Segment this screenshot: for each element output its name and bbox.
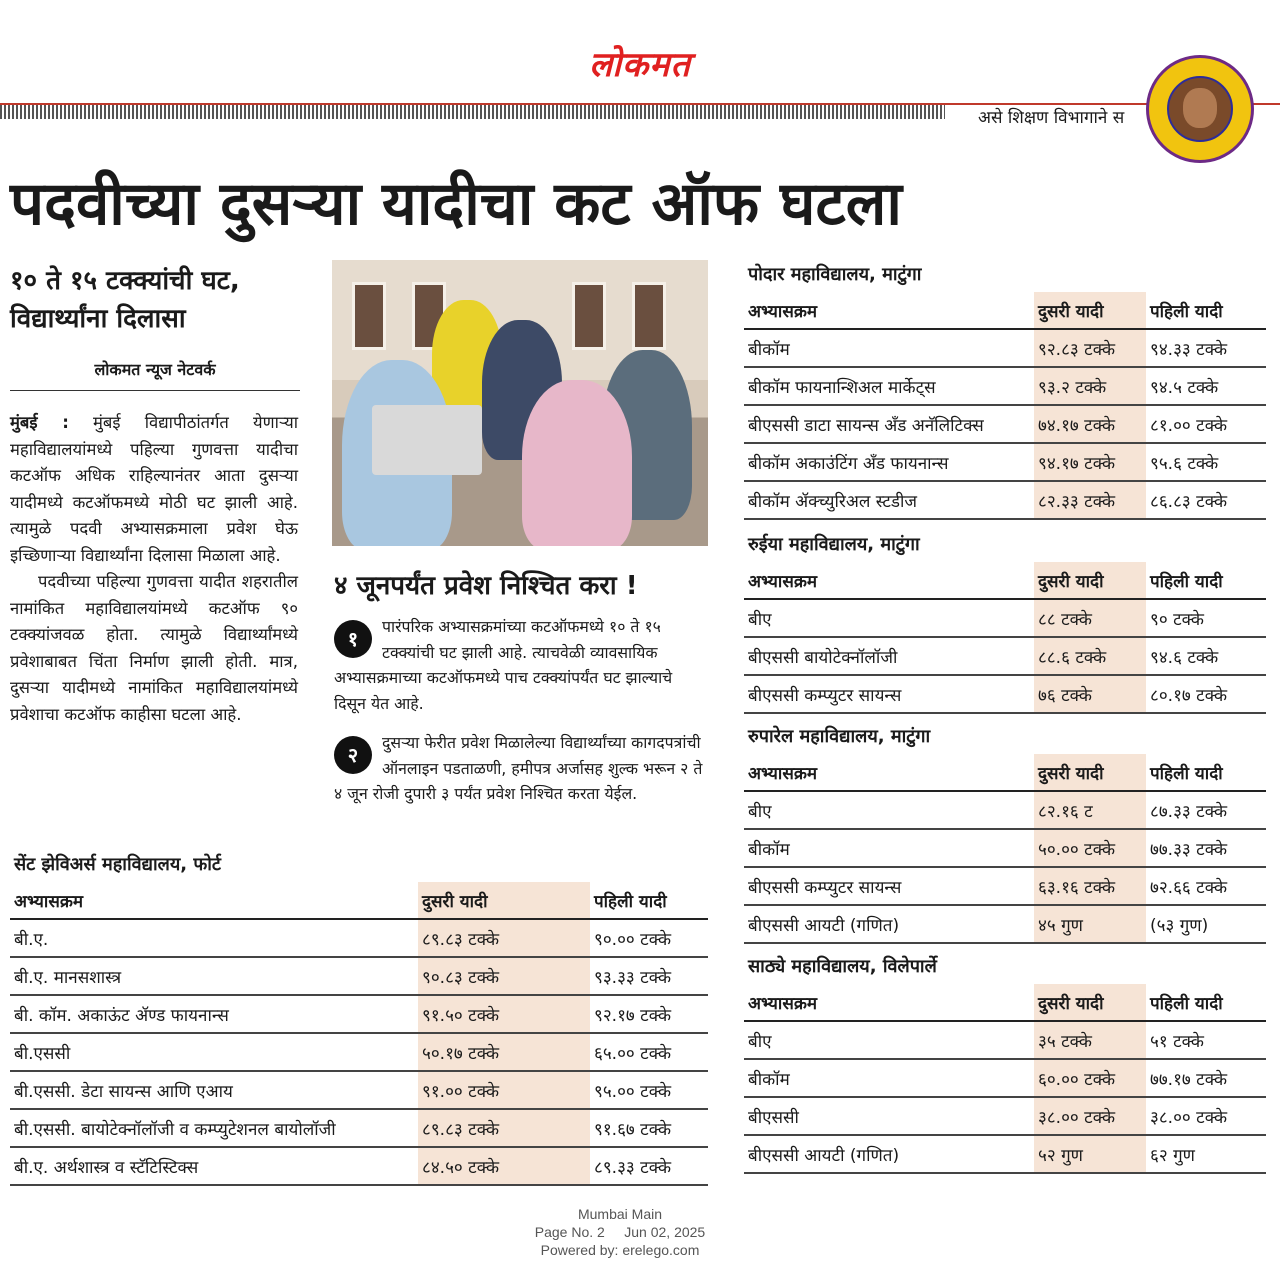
table-row xyxy=(744,675,1266,713)
table-title-xaviers: सेंट झेविअर्स महाविद्यालय, फोर्ट xyxy=(14,854,221,875)
second-list-header: दुसरी यादी xyxy=(1034,292,1146,329)
second-list-cell: ८८ टक्के xyxy=(1034,599,1146,637)
course-header: अभ्यासक्रम xyxy=(10,882,418,919)
second-list-cell: ६३.१६ टक्के xyxy=(1034,867,1146,905)
table-row xyxy=(744,1097,1266,1135)
article-body xyxy=(10,410,298,728)
second-list-cell: ८४.५० टक्के xyxy=(418,1147,590,1185)
table-row xyxy=(744,867,1266,905)
first-list-cell: ९४.३३ टक्के xyxy=(1146,329,1266,367)
second-list-cell: ८२.१६ ट xyxy=(1034,791,1146,829)
first-list-cell: ८९.३३ टक्के xyxy=(590,1147,708,1185)
first-list-cell: (५३ गुण) xyxy=(1146,905,1266,943)
table-row xyxy=(744,481,1266,519)
table-header-row xyxy=(744,292,1266,329)
table-row xyxy=(744,1021,1266,1059)
course-cell: बीएससी कम्प्युटर सायन्स xyxy=(744,867,1034,905)
course-cell: बीए xyxy=(744,1021,1034,1059)
table-row xyxy=(10,919,708,957)
first-list-cell: ९२.१७ टक्के xyxy=(590,995,708,1033)
course-cell: बी.ए. xyxy=(10,919,418,957)
second-list-cell: ७६ टक्के xyxy=(1034,675,1146,713)
first-list-header: पहिली यादी xyxy=(1146,754,1266,791)
edition: Mumbai Main xyxy=(577,1206,663,1222)
cutoff-table xyxy=(744,562,1266,714)
table-row xyxy=(744,1135,1266,1173)
divider xyxy=(10,390,300,391)
table-row xyxy=(744,329,1266,367)
second-list-cell: ७४.१७ टक्के xyxy=(1034,405,1146,443)
dateline: मुंबई : xyxy=(10,413,69,432)
second-list-cell: ९३.२ टक्के xyxy=(1034,367,1146,405)
cutoff-table xyxy=(744,984,1266,1174)
course-cell: बी. कॉम. अकाऊंट ॲण्ड फायनान्स xyxy=(10,995,418,1033)
top-note: असे शिक्षण विभागाने स xyxy=(978,108,1125,128)
first-list-cell: ८१.०० टक्के xyxy=(1146,405,1266,443)
second-list-cell: ४५ गुण xyxy=(1034,905,1146,943)
course-cell: बीकॉम फायनान्शिअल मार्केट्स xyxy=(744,367,1034,405)
course-header: अभ्यासक्रम xyxy=(744,292,1034,329)
point-text: दुसऱ्या फेरीत प्रवेश मिळालेल्या विद्यार्थ्यांच्या कागदपत्रांची ऑनलाइन पडताळणी, हमीपत्र अर्जासह शुल्क भरून २ ते ४ जून रोजी दुपारी ३ पर्यंत प्रवेश निश्चित करता येईल. xyxy=(334,733,703,803)
second-list-cell: ५२ गुण xyxy=(1034,1135,1146,1173)
first-list-cell: ६५.०० टक्के xyxy=(590,1033,708,1071)
second-list-header: दुसरी यादी xyxy=(1034,754,1146,791)
first-list-header: पहिली यादी xyxy=(1146,984,1266,1021)
table-title-podar: पोदार महाविद्यालय, माटुंगा xyxy=(748,264,922,285)
table-row xyxy=(744,905,1266,943)
table-row xyxy=(10,995,708,1033)
course-header: अभ्यासक्रम xyxy=(744,984,1034,1021)
sidebar-point xyxy=(334,730,706,807)
second-list-cell: ८२.३३ टक्के xyxy=(1034,481,1146,519)
decorative-ruler xyxy=(0,105,945,119)
second-list-cell: ५०.१७ टक्के xyxy=(418,1033,590,1071)
first-list-cell: ५१ टक्के xyxy=(1146,1021,1266,1059)
course-cell: बी.एससी. डेटा सायन्स आणि एआय xyxy=(10,1071,418,1109)
table-row xyxy=(744,1059,1266,1097)
course-cell: बीएससी आयटी (गणित) xyxy=(744,905,1034,943)
number-icon: २ xyxy=(334,736,372,774)
first-list-cell: ९०.०० टक्के xyxy=(590,919,708,957)
first-list-header: पहिली यादी xyxy=(1146,562,1266,599)
table-header-row xyxy=(10,882,708,919)
course-cell: बीकॉम xyxy=(744,1059,1034,1097)
powered-by: Powered by: erelego.com xyxy=(540,1242,700,1258)
table-row xyxy=(10,1109,708,1147)
table-row xyxy=(744,637,1266,675)
second-list-header: दुसरी यादी xyxy=(1034,562,1146,599)
table-header-row xyxy=(744,754,1266,791)
second-list-cell: ९१.५० टक्के xyxy=(418,995,590,1033)
headline: पदवीच्या दुसऱ्या यादीचा कट ऑफ घटला xyxy=(10,169,902,239)
table-title-sathye: साठ्ये महाविद्यालय, विलेपार्ले xyxy=(748,956,937,977)
course-cell: बी.एससी. बायोटेक्नॉलॉजी व कम्प्युटेशनल बायोलॉजी xyxy=(10,1109,418,1147)
subheadline: १० ते १५ टक्क्यांची घट, विद्यार्थ्यांना दिलासा xyxy=(10,266,240,334)
first-list-cell: ९५.०० टक्के xyxy=(590,1071,708,1109)
first-list-cell: ७७.३३ टक्के xyxy=(1146,829,1266,867)
table-title-ruparel: रुपारेल महाविद्यालय, माटुंगा xyxy=(748,726,931,747)
students-photo xyxy=(332,260,708,546)
course-cell: बीएससी बायोटेक्नॉलॉजी xyxy=(744,637,1034,675)
second-list-cell: ५०.०० टक्के xyxy=(1034,829,1146,867)
first-list-cell: ९४.५ टक्के xyxy=(1146,367,1266,405)
second-list-cell: ९१.०० टक्के xyxy=(418,1071,590,1109)
second-list-header: दुसरी यादी xyxy=(418,882,590,919)
table-row xyxy=(10,1033,708,1071)
first-list-cell: ७७.१७ टक्के xyxy=(1146,1059,1266,1097)
table-row xyxy=(744,599,1266,637)
table-row xyxy=(744,405,1266,443)
course-cell: बीएससी कम्प्युटर सायन्स xyxy=(744,675,1034,713)
second-list-cell: ९०.८३ टक्के xyxy=(418,957,590,995)
sidebar-title: ४ जूनपर्यंत प्रवेश निश्चित करा ! xyxy=(334,571,638,601)
course-cell: बीकॉम xyxy=(744,329,1034,367)
second-list-cell: ३८.०० टक्के xyxy=(1034,1097,1146,1135)
table-row xyxy=(744,791,1266,829)
story-paragraph: पदवीच्या पहिल्या गुणवत्ता यादीत शहरातील नामांकित महाविद्यालयांमध्ये कटऑफ ९० टक्क्यांजवळ होता. त्यामुळे विद्यार्थ्यांमध्ये प्रवेशाबाबत चिंता निर्माण झाली होती. मात्र, दुसऱ्या यादीमध्ये नामांकित महाविद्यालयांमध्ये प्रवेशाचा कटऑफ काहीसा घटला आहे. xyxy=(10,572,298,724)
first-list-cell: ९० टक्के xyxy=(1146,599,1266,637)
page-info: Page No. 2 Jun 02, 2025 xyxy=(534,1224,706,1240)
course-cell: बीकॉम अकाउंटिंग अँड फायनान्स xyxy=(744,443,1034,481)
course-cell: बीएससी आयटी (गणित) xyxy=(744,1135,1034,1173)
story-paragraph xyxy=(10,410,298,569)
second-list-cell: ८८.६ टक्के xyxy=(1034,637,1146,675)
table-row xyxy=(744,829,1266,867)
byline: लोकमत न्यूज नेटवर्क xyxy=(94,360,216,379)
table-title-ruia: रुईया महाविद्यालय, माटुंगा xyxy=(748,534,920,555)
second-list-cell: ३५ टक्के xyxy=(1034,1021,1146,1059)
first-list-cell: ६२ गुण xyxy=(1146,1135,1266,1173)
course-cell: बी.ए. अर्थशास्त्र व स्टॅटिस्टिक्स xyxy=(10,1147,418,1185)
table-row xyxy=(10,1071,708,1109)
cutoff-table xyxy=(744,754,1266,944)
cutoff-table xyxy=(10,882,708,1186)
first-list-cell: ३८.०० टक्के xyxy=(1146,1097,1266,1135)
table-header-row xyxy=(744,984,1266,1021)
course-header: अभ्यासक्रम xyxy=(744,754,1034,791)
second-list-cell: ९४.१७ टक्के xyxy=(1034,443,1146,481)
table-row xyxy=(10,957,708,995)
course-cell: बी.ए. मानसशास्त्र xyxy=(10,957,418,995)
masthead xyxy=(0,40,1280,86)
second-list-cell: ९२.८३ टक्के xyxy=(1034,329,1146,367)
cutoff-table xyxy=(744,292,1266,520)
second-list-cell: ८९.८३ टक्के xyxy=(418,919,590,957)
table-row xyxy=(744,443,1266,481)
course-cell: बीकॉम xyxy=(744,829,1034,867)
first-list-cell: ९५.६ टक्के xyxy=(1146,443,1266,481)
first-list-header: पहिली यादी xyxy=(1146,292,1266,329)
first-list-cell: ८६.८३ टक्के xyxy=(1146,481,1266,519)
course-cell: बीकॉम ॲक्च्युरिअल स्टडीज xyxy=(744,481,1034,519)
course-cell: बीए xyxy=(744,599,1034,637)
first-list-cell: ९४.६ टक्के xyxy=(1146,637,1266,675)
second-list-cell: ८९.८३ टक्के xyxy=(418,1109,590,1147)
course-cell: बीएससी xyxy=(744,1097,1034,1135)
table-header-row xyxy=(744,562,1266,599)
table-row xyxy=(10,1147,708,1185)
course-cell: बीए xyxy=(744,791,1034,829)
number-icon: १ xyxy=(334,620,372,658)
second-list-cell: ६०.०० टक्के xyxy=(1034,1059,1146,1097)
page-footer xyxy=(0,1205,1240,1259)
first-list-header: पहिली यादी xyxy=(590,882,708,919)
first-list-cell: ९१.६७ टक्के xyxy=(590,1109,708,1147)
first-list-cell: ९३.३३ टक्के xyxy=(590,957,708,995)
first-list-cell: ८०.१७ टक्के xyxy=(1146,675,1266,713)
second-list-header: दुसरी यादी xyxy=(1034,984,1146,1021)
course-header: अभ्यासक्रम xyxy=(744,562,1034,599)
table-row xyxy=(744,367,1266,405)
story-text-1: मुंबई विद्यापीठांतर्गत येणाऱ्या महाविद्यालयांमध्ये पहिल्या गुणवत्ता यादीचा कटऑफ अधिक राहिल्यानंतर आता दुसऱ्या यादीमध्ये कटऑफमध्ये मोठी घट झाली आहे. त्यामुळे पदवी अभ्यासक्रमाला प्रवेश घेऊ इच्छिणाऱ्या विद्यार्थ्यांना दिलासा मिळाला आहे. xyxy=(10,413,299,565)
point-text: पारंपरिक अभ्यासक्रमांच्या कटऑफमध्ये १० ते १५ टक्क्यांची घट झाली आहे. त्याचवेळी व्यावसायिक अभ्यासक्रमाच्या कटऑफमध्ये पाच टक्क्यांपर्यंत घट झाल्याचे दिसून येत आहे. xyxy=(334,617,673,713)
first-list-cell: ७२.६६ टक्के xyxy=(1146,867,1266,905)
first-list-cell: ८७.३३ टक्के xyxy=(1146,791,1266,829)
sidebar-point xyxy=(334,614,706,716)
profile-badge-icon xyxy=(1146,55,1254,163)
course-cell: बीएससी डाटा सायन्स अँड अनॅलिटिक्स xyxy=(744,405,1034,443)
course-cell: बी.एससी xyxy=(10,1033,418,1071)
newspaper-logo: लोकमत xyxy=(589,45,691,85)
